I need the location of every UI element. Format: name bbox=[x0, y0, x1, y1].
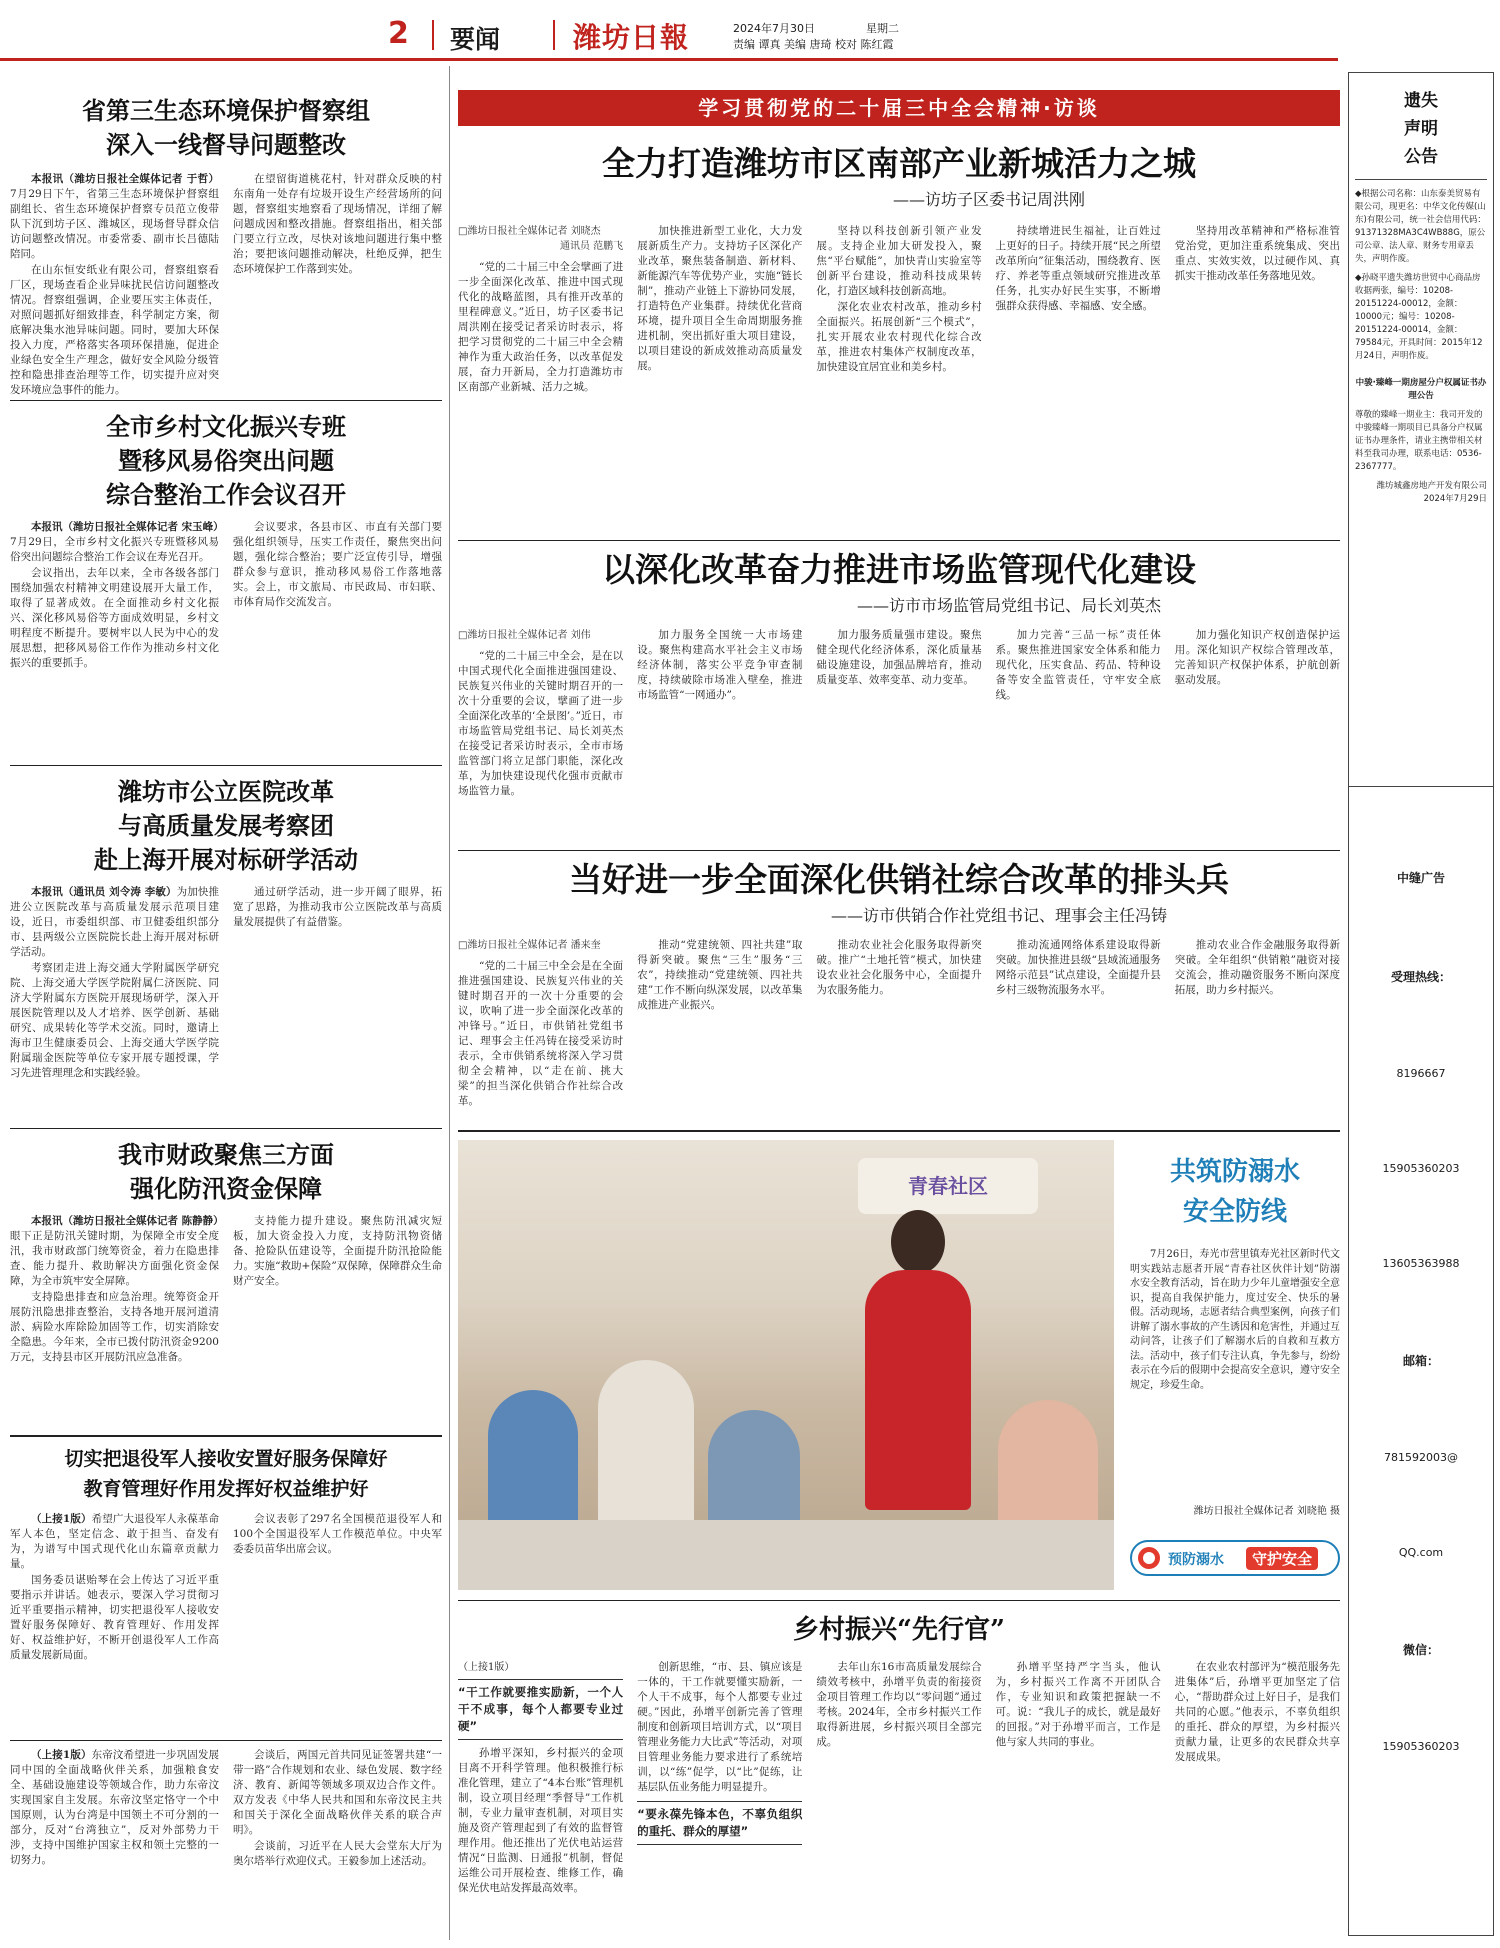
issue-date: 2024年7月30日 bbox=[733, 22, 815, 35]
children-group bbox=[458, 1330, 1114, 1590]
byline: □潍坊日报社全媒体记者 刘晓杰 bbox=[458, 226, 601, 237]
article-rural-culture bbox=[10, 410, 442, 750]
photo-headline-line2: 安全防线 bbox=[1182, 1197, 1287, 1227]
feature-banner bbox=[458, 90, 1340, 126]
badge-text-1: 预防溺水 bbox=[1168, 1552, 1224, 1568]
headline-line2: 暨移风易俗突出问题 bbox=[118, 447, 334, 475]
article-body: □潍坊日报社全媒体记者 潘来奎 “党的二十届三中全会是在全面推进强国建设、民族复兴伟业的关键时期召开的一次十分重要的会议，吹响了进一步全面深化改革的冲锋号。”近日，市供销社党组书记、理事会主任冯铸在接受采访时表示，全市供销系统将深入学习贯彻全会精神，以“走在前、挑大梁”的担当深化供销合作社综合改革。 推动“党建统领、四社共建”取得新突破。聚焦“三生”服务“三农”，持续推动“党建统领、四社共建”工作不断向纵深发展，以改革集成推进产业振兴。 推动农业社会化服务取得新突破。推广“土地托管”模式，加快建设农业社会化服务中心，全面提升为农服务能力。 推动流通网络体系建设取得新突破。加快推进县级“县域流通服务网络示范县”试点建设，全面提升县乡村三级物流服务水平。 推动农业合作金融服务取得新突破。全年组织“供销粮”融资对接交流会，推动融资服务不断向深度拓展，助力乡村振兴。 bbox=[458, 939, 1340, 1107]
headline: 潍坊市公立医院改革 bbox=[118, 778, 334, 806]
divider bbox=[10, 1435, 442, 1437]
byline: （上接1版） bbox=[31, 1749, 92, 1761]
editor-staff: 责编 谭真 美编 唐琦 校对 陈红霞 bbox=[733, 38, 894, 51]
byline: □潍坊日报社全媒体记者 潘来奎 bbox=[458, 940, 601, 951]
notice-body: ◆根据公司名称：山东泰美贸易有限公司，现更名：中华文化传媒(山东)有限公司，统一社会信用代码：91371328MA3C4WB88G，原公司公章、法人章、财务专用章丢失，声明作废。 ◆孙晓平遗失潍坊世贸中心商品房收据两张，编号：10208-20151224-00012，金额：10000元；编号：10208-20151224-00014，金额：79584元，开具时间：2015年12月24日，声明作废。 中骏·臻峰一期房屋分户权属证书办理公告 尊敬的臻峰一期业主：我司开发的中骏臻峰一期项目已具备分户权属证书办理条件，请业主携带相关材料至我司办理，联系电话：0536-2367777。 潍坊城鑫房地产开发有限公司 2024年7月29日 bbox=[1355, 189, 1487, 504]
pull-quote: “干工作就要推实励新，一个人干不成事，每个人都要专业过硬” bbox=[458, 1679, 623, 1740]
email-1: 781592003@ bbox=[1384, 1451, 1458, 1464]
divider bbox=[10, 765, 442, 766]
headline-line2: 强化防汛资金保障 bbox=[130, 1175, 322, 1203]
phone-2: 15905360203 bbox=[1382, 1162, 1460, 1175]
section-name: 要闻 bbox=[450, 25, 501, 54]
table-surface bbox=[458, 1520, 1114, 1590]
middle-column bbox=[458, 70, 1340, 1940]
interview-story-2 bbox=[458, 546, 1340, 844]
left-column bbox=[10, 70, 442, 1940]
byline: 本报讯（潍坊日报社全媒体记者 宋玉峰） bbox=[31, 521, 224, 533]
headline: 全力打造潍坊市区南部产业新城活力之城 bbox=[602, 144, 1196, 183]
headline: 切实把退役军人接收安置好服务保障好 bbox=[64, 1448, 388, 1470]
divider bbox=[458, 1600, 1340, 1601]
wechat-id: 15905360203 bbox=[1382, 1740, 1460, 1753]
byline: （上接1版） bbox=[31, 1513, 92, 1525]
wall-sign bbox=[858, 1158, 1038, 1214]
phone-1: 8196667 bbox=[1396, 1067, 1446, 1080]
article-hospital-reform bbox=[10, 775, 442, 1115]
page-number: 2 bbox=[388, 16, 409, 51]
interview-story-1 bbox=[458, 134, 1340, 534]
headline-line3: 赴上海开展对标研学活动 bbox=[94, 846, 358, 874]
article-body: 本报讯（通讯员 刘令涛 李敏）为加快推进公立医院改革与高质量发展示范项目建设，近日，市委组织部、市卫健委组织部分市、县两级公立医院院长赴上海开展对标研学活动。 考察团走进上海交通大学附属医学研究院、上海交通大学医学院附属仁济医院、同济大学附属东方医院开展现场研学，深入开展医院管理以及人才培养、医学创新、基础研究、成果转化等学术交流。同时，邀请上海市卫生健康委员会、上海交通大学医学院附属瑞金医院等单位专家开展专题授课，学习先进管理理念和实践经验。 通过研学活动，进一步开阔了眼界，拓宽了思路，为推动我市公立医院改革与高质量发展提供了有益借鉴。 bbox=[10, 886, 442, 1079]
divider bbox=[10, 1128, 442, 1129]
photo-feature bbox=[458, 1140, 1340, 1590]
page-header bbox=[0, 0, 1500, 56]
photo-caption: 7月26日，寿光市营里镇寿光社区新时代文明实践站志愿者开展“青春社区伙伴计划”防溺水安全教育活动，旨在助力少年儿童增强安全意识，提高自我保护能力，度过安全、快乐的暑假。活动现场，志愿者结合典型案例，向孩子们讲解了溺水事故的产生诱因和危害性，并通过互动问答，让孩子们了解溺水后的自救和互救方法。活动中，孩子们专注认真，争先参与，纷纷表示在今后的假期中会提高安全意识，遵守安全规定，珍爱生命。 bbox=[1130, 1249, 1340, 1391]
headline-line2: 教育管理好作用发挥好权益维护好 bbox=[83, 1478, 369, 1500]
article-flood-funds bbox=[10, 1138, 442, 1423]
article-veterans bbox=[10, 1444, 442, 1734]
notice-box bbox=[1348, 72, 1494, 872]
headline-line2: 深入一线督导问题整改 bbox=[106, 131, 346, 159]
volunteer-head bbox=[891, 1210, 945, 1274]
divider bbox=[10, 400, 442, 401]
email-2: QQ.com bbox=[1398, 1546, 1444, 1559]
notice-title-2: 声明 bbox=[1404, 119, 1438, 139]
safety-badge bbox=[1130, 1540, 1340, 1576]
newspaper-logo: 潍坊日報 bbox=[573, 21, 690, 54]
byline-line2: 通讯员 范鹏飞 bbox=[560, 241, 624, 252]
photo-headline: 共筑防溺水 bbox=[1169, 1157, 1300, 1187]
photo-credit: 潍坊日报社全媒体记者 刘晓艳 摄 bbox=[1193, 1506, 1340, 1517]
headline-line2: 与高质量发展考察团 bbox=[118, 812, 334, 840]
rural-pioneer-story bbox=[458, 1608, 1340, 1940]
byline: □潍坊日报社全媒体记者 刘伟 bbox=[458, 630, 591, 641]
header-red-rule bbox=[0, 58, 1338, 61]
headline: 我市财政聚焦三方面 bbox=[118, 1141, 334, 1169]
phone-3: 13605363988 bbox=[1382, 1257, 1460, 1270]
subheadline: ——访市供销合作社党组书记、理事会主任冯铸 bbox=[830, 906, 1167, 925]
article-body: 本报讯（潍坊日报社全媒体记者 陈静静）眼下正是防汛关键时期，为保障全市安全度汛，我市财政部门统筹资金，着力在隐患排查、能力提升、救助解决方面强化资金保障，为全市筑牢安全屏障。 支持隐患排查和应急治理。统筹资金开展防汛隐患排查整治，支持各地开展河道清淤、病险水库除险加固等工作，切实消除安全隐患。今年来，全市已拨付防汛资金9200万元，支持县市区开展防汛应急准备。 支持能力提升建设。聚焦防汛减灾短板，加大资金投入力度，支持防汛物资储备、抢险队伍建设等，全面提升防汛抢险能力。实施“救助+保险”双保障，保障群众生命财产安全。 bbox=[10, 1215, 442, 1363]
issue-weekday: 星期二 bbox=[866, 22, 899, 35]
headline: 省第三生态环境保护督察组 bbox=[82, 97, 370, 125]
divider bbox=[458, 540, 1340, 541]
article-body: （上接1版）希望广大退役军人永葆革命军人本色，坚定信念、敢于担当、奋发有为，为谱写中国式现代化山东篇章贡献力量。 国务委员谌贻琴在会上传达了习近平重要指示并讲话。她表示，要深入学习贯彻习近平重要指示精神，切实把退役军人接收安置好服务保障好、教育管理好、作用发挥好、权益维护好，不断开创退役军人工作高质量发展新局面。 会议表彰了297名全国模范退役军人和100个全国退役军人工作模范单位。中央军委委员苗华出席会议。 bbox=[10, 1513, 442, 1661]
wechat-label: 微信： bbox=[1402, 1643, 1439, 1657]
email-label: 邮箱： bbox=[1402, 1354, 1439, 1368]
column-divider bbox=[449, 66, 450, 1940]
article-body: □潍坊日报社全媒体记者 刘伟 “党的二十届三中全会，是在以中国式现代化全面推进强国建设、民族复兴伟业的关键时期召开的一次十分重要的会议，擘画了进一步全面深化改革的‘全景图’。”近日，市市场监管局党组书记、局长刘英杰在接受记者采访时表示，全市市场监管部门将立足部门职能，深化改革，为加快建设现代化强市贡献市场监管力量。 加力服务全国统一大市场建设。聚焦构建高水平社会主义市场经济体制，落实公平竞争审查制度，持续破除市场准入壁垒，推进市场监管“一网通办”。 加力服务质量强市建设。聚焦健全现代化经济体系，深化质量基础设施建设，加强品牌培育，推动质量变革、效率变革、动力变革。 加力完善“三品一标”责任体系。聚焦推进国家安全体系和能力现代化，压实食品、药品、特种设备等安全监管责任，守牢安全底线。 加力强化知识产权创造保护运用。深化知识产权综合管理改革，完善知识产权保护体系，护航创新驱动发展。 bbox=[458, 629, 1340, 797]
divider bbox=[458, 1130, 1340, 1132]
pull-quote-2: “要永葆先锋本色，不辜负组织的重托、群众的厚望” bbox=[637, 1801, 802, 1845]
byline: （上接1版） bbox=[458, 1662, 515, 1673]
ad-title: 中缝广告 bbox=[1396, 871, 1445, 885]
hotline-label: 受理热线： bbox=[1390, 970, 1451, 984]
headline: 当好进一步全面深化供销社综合改革的排头兵 bbox=[569, 860, 1229, 899]
article-eco-inspection bbox=[10, 94, 442, 396]
subheadline: ——访市市场监管局党组书记、局长刘英杰 bbox=[856, 596, 1161, 615]
headline-line3: 综合整治工作会议召开 bbox=[106, 481, 346, 509]
byline: 本报讯（潍坊日报社全媒体记者 于哲） bbox=[31, 173, 219, 185]
news-photo bbox=[458, 1140, 1114, 1590]
article-body: 本报讯（潍坊日报社全媒体记者 宋玉峰）7月29日，全市乡村文化振兴专班暨移风易俗突出问题综合整治工作会议在寿光召开。 会议指出，去年以来，全市各级各部门围绕加强农村精神文明建设展开大量工作，取得了显著成效。在全面推动乡村文化振兴、深化移风易俗等方面成效明显，乡村文明程度不断提升。要树牢以人民为中心的发展思想，把移风易俗工作作为推动乡村文化振兴的重要抓手。 会议要求，各县市区、市直有关部门要强化组织领导，压实工作责任，聚焦突出问题，强化综合整治；要广泛宣传引导，增强群众参与意识，推动移风易俗工作落地落实。会上，市文旅局、市民政局、市妇联、市体育局作交流发言。 bbox=[10, 521, 442, 669]
article-body: 本报讯（潍坊日报社全媒体记者 于哲）7月29日下午，省第三生态环境保护督察组副组长、省生态环境保护督察专员范立俊带队下沉到坊子区、潍城区，现场督导群众信访问题整改情况。市委常委、副市长吕德陆陪同。 在山东恒安纸业有限公司，督察组察看厂区，现场查看企业异味扰民信访问题整改情况。督察组强调，企业要压实主体责任，对照问题抓好细致排查，科学制定方案，彻底解决集水池异味问题。同时，要加大环保投入力度，严格落实各项环保措施，促进企业绿色安全生产理念，做好安全风险分级管控和隐患排查治理等工作，切实提升应对突发环境应急事件的能力。 在望留街道桃花村，针对群众反映的村东南角一处存有垃圾开设生产经营场所的问题，督察组实地察看了现场情况，详细了解问题成因和整改措施。督察组指出，相关部门要立行立改，尽快对该地问题进行集中整治；要把该问题推动解决，杜绝反弹，把生态环境保护工作落到实处。 bbox=[10, 173, 442, 396]
divider bbox=[458, 850, 1340, 851]
classified-ad-box bbox=[1348, 786, 1494, 1936]
byline: 本报讯（潍坊日报社全媒体记者 陈静静） bbox=[31, 1215, 224, 1227]
header-divider bbox=[432, 20, 434, 50]
badge-text-2: 守护安全 bbox=[1246, 1547, 1318, 1570]
article-continued bbox=[10, 1748, 442, 1938]
article-body: □潍坊日报社全媒体记者 刘晓杰 通讯员 范鹏飞 “党的二十届三中全会擘画了进一步全面深化改革、推进中国式现代化的战略蓝图，具有推开改革的里程碑意义。”近日，坊子区委书记周洪刚在接受记者采访时表示，将把学习贯彻党的二十届三中全会精神作为重大政治任务，以改革促发展，奋力开新局，全力打造潍坊市区南部产业新城、活力之城。 加快推进新型工业化，大力发展新质生产力。支持坊子区深化产业改革，聚焦装备制造、新材料、新能源汽车等优势产业，实施“链长制”，推动产业链上下游协同发展，打造特色产业集群。持续优化营商环境，提升项目全生命周期服务推进机制，突出抓好重大项目建设，以项目建设的新成效推动高质量发展。 坚持以科技创新引领产业发展。支持企业加大研发投入，聚焦“平台赋能”，加快青山实验室等创新平台建设，推动科技成果转化，打造区域科技创新高地。 深化农业农村改革，推动乡村全面振兴。拓展创新“三个模式”，扎实开展农业农村现代化综合改革，推进农村集体产权制度改革，加快建设宜居宜业和美乡村。 持续增进民生福祉，让百姓过上更好的日子。持续开展“民之所望 改革所向”征集活动，围绕教育、医疗、养老等重点领域研究推进改革任务，扎实办好民生实事，不断增强群众获得感、幸福感、安全感。 坚持用改革精神和严格标准管党治党，更加注重系统集成、突出重点、实效实效，以过硬作风、真抓实干推动改革任务落地见效。 bbox=[458, 225, 1340, 393]
header-divider-2 bbox=[553, 20, 555, 50]
banner-text: 学习贯彻党的二十届三中全会精神·访谈 bbox=[698, 96, 1100, 120]
notice-title-3: 公告 bbox=[1404, 147, 1438, 167]
headline: 全市乡村文化振兴专班 bbox=[106, 413, 346, 441]
right-margin bbox=[1344, 0, 1500, 1948]
divider bbox=[10, 1740, 442, 1741]
article-body: （上接1版）东帝汶希望进一步巩固发展同中国的全面战略伙伴关系，加强粮食安全、基础设施建设等领域合作，助力东帝汶实现国家自主发展。东帝汶坚定恪守一个中国原则，认为台湾是中国领土不可分割的一部分，反对“台湾独立”，反对外部势力干涉，支持中国维护国家主权和领土完整的一切努力。 会谈后，两国元首共同见证签署共建“一带一路”合作规划和农业、绿色发展、数字经济、教育、新闻等领域多项双边合作文件。双方发表《中华人民共和国和东帝汶民主共和国关于深化全面战略伙伴关系的联合声明》。 会谈前，习近平在人民大会堂东大厅为奥尔塔举行欢迎仪式。王毅参加上述活动。 bbox=[10, 1749, 442, 1867]
interview-story-3 bbox=[458, 856, 1340, 1124]
headline: 以深化改革奋力推进市场监管现代化建设 bbox=[602, 550, 1196, 589]
headline: 乡村振兴“先行官” bbox=[793, 1615, 1005, 1645]
byline: 本报讯（通讯员 刘令涛 李敏） bbox=[31, 886, 177, 898]
lifebuoy-icon bbox=[1138, 1547, 1160, 1569]
wall-sign-text: 青春社区 bbox=[908, 1174, 988, 1198]
article-body: （上接1版） “干工作就要推实励新，一个人干不成事，每个人都要专业过硬” 孙增平深知，乡村振兴的金项目离不开科学管理。他积极推行标准化管理，建立了“4本台账”管理机制，设立项目经理“季督导”工作机制，专业力量审查机制，对项目实施及资产管理起到了有效的监督管理作用。他还推出了光伏电站运营情况“日监测、日通报”机制，督促运维公司开展检查、维修工作，确保光伏电站发挥最高效率。 创新思维，“市、县、镇应该是一体的，干工作就要懂实励新，一个人干不成事，每个人都要专业过硬。”因此，孙增平创新完善了管理制度和创新项目培训方式，以“项目管理业务能力大比武”等活动，对项目管理业务能力要求进行了系统培训，以“练”促学，以“比”促练，让基层队伍业务能力明显提升。 “要永葆先锋本色，不辜负组织的重托、群众的厚望” 去年山东16市高质量发展综合绩效考核中，孙增平负责的衔接资金项目管理工作均以“零问题”通过考核。2024年，全市乡村振兴工作取得新进展，乡村振兴项目全部完成。 孙增平坚持严字当头，他认为，乡村振兴工作离不开团队合作，专业知识和政策把握缺一不可。说：“我儿子的成长，就是最好的回报。”对于孙增平而言，工作是他与家人共同的事业。 在农业农村部评为“模范服务先进集体”后，孙增平更加坚定了信心，“帮助群众过上好日子，是我们共同的心愿。”他表示，不辜负组织的重托、群众的厚望，为乡村振兴贡献力量，让更多的农民群众共享发展成果。 bbox=[458, 1661, 1340, 1894]
notice-title: 遗失 bbox=[1404, 91, 1438, 111]
photo-side-panel bbox=[1130, 1140, 1340, 1590]
subheadline: ——访坊子区委书记周洪刚 bbox=[892, 190, 1085, 209]
